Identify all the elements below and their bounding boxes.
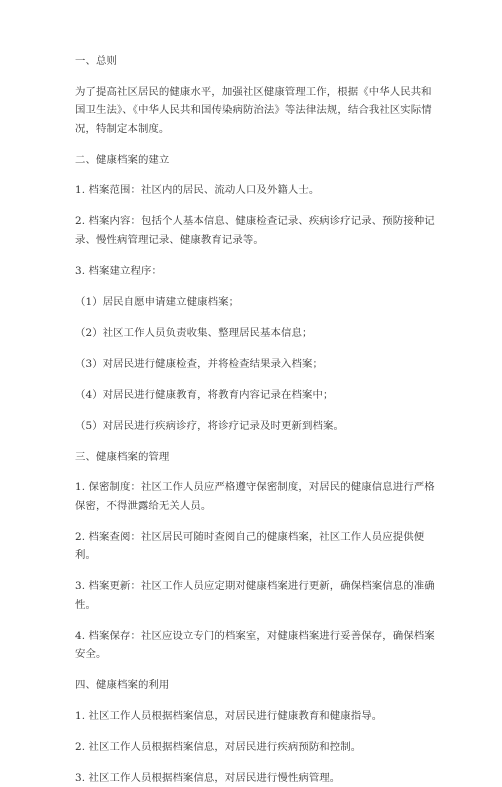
- section-heading: 一、总则: [75, 52, 438, 71]
- section-heading: 二、健康档案的建立: [75, 151, 438, 170]
- paragraph: （4）对居民进行健康教育，将教育内容记录在档案中；: [75, 386, 438, 405]
- paragraph: （5）对居民进行疾病诊疗，将诊疗记录及时更新到档案。: [75, 417, 438, 436]
- paragraph: 3. 社区工作人员根据档案信息，对居民进行慢性病管理。: [75, 769, 438, 787]
- paragraph: （1）居民自愿申请建立健康档案；: [75, 293, 438, 312]
- paragraph: 2. 档案内容：包括个人基本信息、健康检查记录、疾病诊疗记录、预防接种记录、慢性病管理记录、健康教育记录等。: [75, 212, 438, 249]
- paragraph: 1. 档案范围：社区内的居民、流动人口及外籍人士。: [75, 181, 438, 200]
- paragraph: 1. 保密制度：社区工作人员应严格遵守保密制度，对居民的健康信息进行严格保密，不得泄露给无关人员。: [75, 478, 438, 515]
- paragraph: 3. 档案更新：社区工作人员应定期对健康档案进行更新，确保档案信息的准确性。: [75, 577, 438, 614]
- paragraph: 1. 社区工作人员根据档案信息，对居民进行健康教育和健康指导。: [75, 707, 438, 726]
- paragraph: 4. 档案保存：社区应设立专门的档案室，对健康档案进行妥善保存，确保档案安全。: [75, 627, 438, 664]
- paragraph: 2. 档案查阅：社区居民可随时查阅自己的健康档案，社区工作人员应提供便利。: [75, 528, 438, 565]
- paragraph: 2. 社区工作人员根据档案信息，对居民进行疾病预防和控制。: [75, 738, 438, 757]
- paragraph: （3）对居民进行健康检查，并将检查结果录入档案；: [75, 355, 438, 374]
- section-heading: 三、健康档案的管理: [75, 448, 438, 467]
- paragraph: 3. 档案建立程序：: [75, 262, 438, 281]
- paragraph: 为了提高社区居民的健康水平，加强社区健康管理工作，根据《中华人民共和国卫生法》、《中华人民共和国传染病防治法》等法律法规，结合我社区实际情况，特制定本制度。: [75, 83, 438, 139]
- section-heading: 四、健康档案的利用: [75, 676, 438, 695]
- paragraph: （2）社区工作人员负责收集、整理居民基本信息；: [75, 324, 438, 343]
